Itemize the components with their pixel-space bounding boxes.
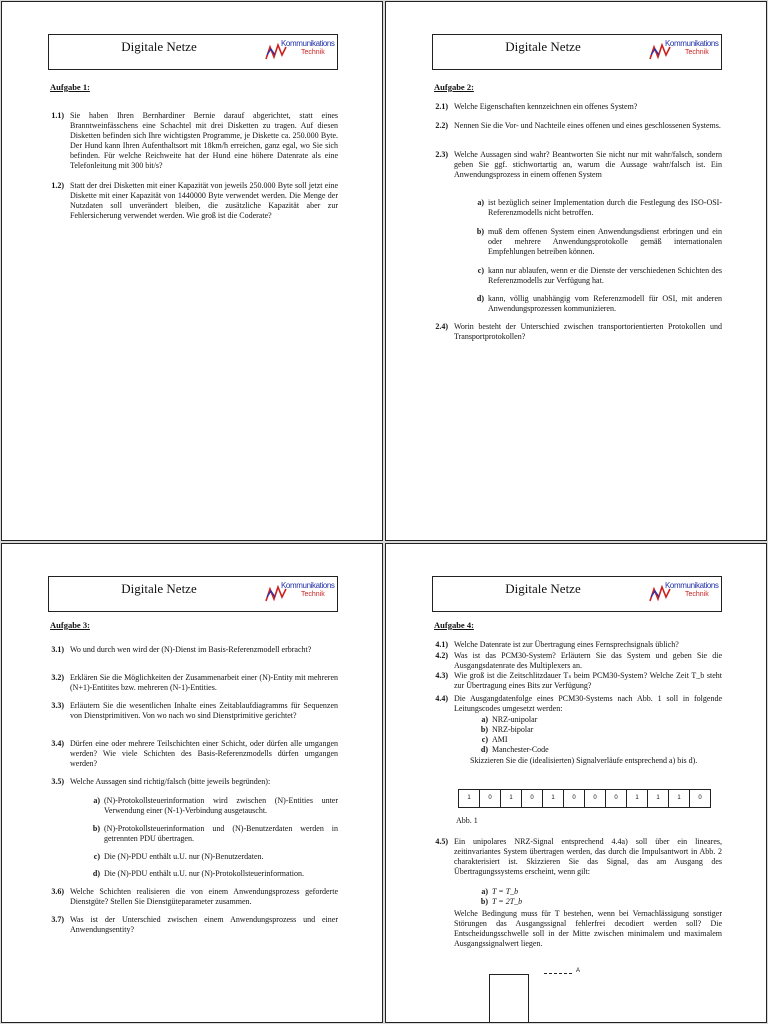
page-1: [1, 1, 383, 541]
code-d: [476, 745, 676, 755]
question-4-5: [422, 837, 722, 877]
question-number: 1.1): [51, 111, 64, 120]
statement-d: [472, 294, 722, 314]
statement-label: d): [92, 869, 100, 878]
task-heading: Aufgabe 4:: [434, 620, 474, 630]
question-3-2: [38, 673, 338, 693]
question-number: 4.4): [435, 694, 448, 703]
logo-line-2: Technik: [301, 591, 325, 598]
question-text: Was ist der Unterschied zwischen einem Anwendungsprozess und einer Anwendungsentity?: [70, 915, 338, 934]
amplitude-marker-line: [544, 973, 572, 974]
logo: [265, 37, 337, 67]
bit-cell: 1: [459, 790, 480, 807]
code-text: NRZ-bipolar: [492, 725, 534, 734]
page-header: [48, 576, 338, 612]
case-label: a): [481, 887, 488, 896]
code-text: AMI: [492, 735, 508, 744]
statement-text: Die (N)-PDU enthält u.U. nur (N)-Protokollsteuerinformation.: [104, 869, 304, 878]
impulse-response-shape: [489, 974, 529, 1023]
logo: [265, 579, 337, 609]
statement-label: d): [476, 294, 484, 303]
question-1-2: [38, 181, 338, 221]
statement-a: [88, 796, 338, 816]
case-b: [476, 897, 676, 907]
bit-cell: 0: [522, 790, 543, 807]
question-text: Statt der drei Disketten mit einer Kapazität von jeweils 250.000 Byte soll jetzt eine Diskette mit einer Kapazität von 1440000 Byte verwendet werden. Die Menge der Nutzdaten soll unverändert bleiben, die zusätzliche Kapazität aber zur Fehlersicherung verwendet werden. Wie groß ist die Coderate?: [70, 181, 338, 220]
question-text: Welche Datenrate ist zur Übertragung eines Fernsprechsignals üblich?: [454, 640, 679, 649]
question-3-3: [38, 701, 338, 721]
bit-cell: 1: [669, 790, 690, 807]
bit-cell: 1: [543, 790, 564, 807]
code-label: b): [480, 725, 488, 734]
case-text: T = 2T_b: [492, 897, 523, 906]
statement-text: (N)-Protokollsteuerinformation wird zwischen (N)-Entities unter Verwendung einer (N-1)-Verbindung ausgetauscht.: [104, 796, 338, 815]
question-number: 2.2): [435, 121, 448, 130]
task-heading: Aufgabe 1:: [50, 82, 90, 92]
bit-cell: 0: [585, 790, 606, 807]
question-2-2: [422, 121, 722, 131]
question-2-4: [422, 322, 722, 342]
logo: [649, 37, 721, 67]
question-3-1: [38, 645, 338, 655]
statement-label: b): [92, 824, 100, 833]
question-3-4: [38, 739, 338, 769]
case-label: b): [480, 897, 488, 906]
header-title: Digitale Netze: [505, 581, 581, 596]
bit-cell: 0: [480, 790, 501, 807]
code-a: [476, 715, 676, 725]
statement-b: [472, 227, 722, 257]
logo-line-1: Kommunikations: [665, 39, 719, 48]
question-number: 2.3): [435, 150, 448, 159]
bit-cell: 1: [627, 790, 648, 807]
question-text: Welche Aussagen sind wahr? Beantworten Sie nicht nur mit wahr/falsch, sondern geben Sie ggf. stichwortartig an, warum die Aussage wahr/falsch ist. Ein Anwendungsprozess in einem offenen System: [454, 150, 722, 179]
bit-cell: 0: [606, 790, 627, 807]
question-number: 4.1): [435, 640, 448, 649]
statement-text: (N)-Protokollsteuerinformation und (N)-Benutzerdaten werden in getrennten PDU übertragen.: [104, 824, 338, 843]
question-4-3: [422, 671, 722, 691]
statement-text: kann nur ablaufen, wenn er die Dienste der verschiedenen Schichten des Referenzmodells zur Verfügung hat.: [488, 266, 722, 285]
code-label: d): [480, 745, 488, 754]
question-number: 3.4): [51, 739, 64, 748]
figure-1-caption: Abb. 1: [456, 816, 478, 825]
question-3-6: [38, 887, 338, 907]
logo: [649, 579, 721, 609]
code-c: [476, 735, 676, 745]
question-2-3: [422, 150, 722, 180]
question-number: 4.2): [435, 651, 448, 660]
question-text: Welche Eigenschaften kennzeichnen ein offenes System?: [454, 102, 638, 111]
statement-label: a): [477, 198, 484, 207]
question-text: Die Ausgangdatenfolge eines PCM30-Systems nach Abb. 1 soll in folgende Leitungscodes umgesetzt werden:: [454, 694, 722, 713]
header-title: Digitale Netze: [121, 39, 197, 54]
bit-cell: 1: [501, 790, 522, 807]
statement-c: [88, 852, 338, 862]
page-3: [1, 543, 383, 1023]
sketch-instruction: Skizzieren Sie die (idealisierten) Signalverläufe entsprechend a) bis d).: [470, 756, 698, 765]
question-number: 3.6): [51, 887, 64, 896]
question-4-2: [422, 651, 722, 671]
question-number: 3.7): [51, 915, 64, 924]
logo-line-1: Kommunikations: [665, 581, 719, 590]
case-text: T = T_b: [492, 887, 519, 896]
statement-text: Die (N)-PDU enthält u.U. nur (N)-Benutzerdaten.: [104, 852, 264, 861]
question-text: Welche Schichten realisieren die von einem Anwendungsprozess geforderte Dienstgüte? Stellen Sie Dienstgüteparameter zusammen.: [70, 887, 338, 906]
logo-line-2: Technik: [301, 49, 325, 56]
statement-label: a): [93, 796, 100, 805]
logo-line-1: Kommunikations: [281, 39, 335, 48]
statement-text: kann, völlig unabhängig vom Referenzmodell für OSI, mit anderen Anwendungsprozessen kommunizieren.: [488, 294, 722, 313]
code-label: c): [481, 735, 488, 744]
question-text: Welche Aussagen sind richtig/falsch (bitte jeweils begründen):: [70, 777, 271, 786]
question-text: Was ist das PCM30-System? Erläutern Sie das System und geben Sie die Ausgangsdatenrate des Multiplexers an.: [454, 651, 722, 670]
question-number: 2.4): [435, 322, 448, 331]
code-b: [476, 725, 676, 735]
question-text: Erläutern Sie die wesentlichen Inhalte eines Zeitablaufdiagramms für Sequenzen von Dienstprimitiven. Von wo nach wo sind Dienstprimitive gerichtet?: [70, 701, 338, 720]
statement-text: muß dem offenen System einen Anwendungsdienst erbringen und ein oder mehrere Anwendungsprotokolle gemäß internationalen Empfehlungen betreiben können.: [488, 227, 722, 256]
question-number: 3.3): [51, 701, 64, 710]
logo-line-1: Kommunikations: [281, 581, 335, 590]
question-number: 4.3): [435, 671, 448, 680]
condition-text: Welche Bedingung muss für T bestehen, wenn bei Vernachlässigung sonstiger Störungen das Ausgangssignal fehlerfrei decodiert werden soll? Die Entscheidungsschwelle soll in der Mitte zwischen minimalem und maximalem Ausgangssignalwert liegen.: [454, 909, 722, 948]
bit-cell: 0: [564, 790, 585, 807]
page-header: [432, 576, 722, 612]
header-title: Digitale Netze: [505, 39, 581, 54]
task-heading: Aufgabe 2:: [434, 82, 474, 92]
question-number: 4.5): [435, 837, 448, 846]
page-header: [48, 34, 338, 70]
statement-label: c): [93, 852, 100, 861]
question-text: Erklären Sie die Möglichkeiten der Zusammenarbeit einer (N)-Entity mit mehreren (N+1)-Entitites bzw. mehreren (N-1)-Entities.: [70, 673, 338, 692]
question-3-7: [38, 915, 338, 935]
statement-label: b): [476, 227, 484, 236]
question-text: Wo und durch wen wird der (N)-Dienst im Basis-Referenzmodell erbracht?: [70, 645, 312, 654]
question-text: Sie haben Ihren Bernhardiner Bernie darauf abgerichtet, statt eines Branntweinfässchens eine Schachtel mit drei Disketten zu tragen. Auf diesen Disketten befinden sich Ihre wichtigsten Programme, je Diskette ca. 250.000 Byte. Der Hund kann Ihren Aufenthaltsort mit 18km/h erreichen, ganz egal, wo Sie sich befinden. Für welche Reichweite hat der Hund eine höhere Datenrate als eine Telefonleitung mit 300 bit/s?: [70, 111, 338, 170]
bit-cell: 1: [648, 790, 669, 807]
header-title: Digitale Netze: [121, 581, 197, 596]
logo-line-2: Technik: [685, 49, 709, 56]
question-number: 2.1): [435, 102, 448, 111]
code-text: NRZ-unipolar: [492, 715, 538, 724]
question-number: 1.2): [51, 181, 64, 190]
page-4: [385, 543, 767, 1023]
case-a: [476, 887, 676, 897]
bit-cell: 0: [698, 795, 702, 801]
statement-c: [472, 266, 722, 286]
statement-a: [472, 198, 722, 218]
question-text: Ein unipolares NRZ-Signal entsprechend 4.4a) soll über ein lineares, zeitinvariantes System übertragen werden, das durch die Impulsantwort in Abb. 2 charakterisiert ist. Skizzieren Sie das Signal, das am Ausgang des Übertragungssystems erscheint, wenn gilt:: [454, 837, 722, 876]
page-header: [432, 34, 722, 70]
amplitude-label: A: [576, 968, 581, 974]
question-number: 3.2): [51, 673, 64, 682]
question-text: Nennen Sie die Vor- und Nachteile eines offenen und eines geschlossenen Systems.: [454, 121, 721, 130]
page-2: [385, 1, 767, 541]
bit-sequence: [458, 789, 711, 808]
code-label: a): [481, 715, 488, 724]
code-text: Manchester-Code: [492, 745, 549, 754]
statement-label: c): [477, 266, 484, 275]
question-4-4: [422, 694, 722, 714]
statement-text: ist bezüglich seiner Implementation durch die Festlegung des ISO-OSI-Referenzmodells nicht betroffen.: [488, 198, 722, 217]
question-number: 3.5): [51, 777, 64, 786]
statement-b: [88, 824, 338, 844]
question-text: Wie groß ist die Zeitschlitzdauer Tₛ beim PCM30-System? Welche Zeit T_b steht zur Übertragung eines Bits zur Verfügung?: [454, 671, 722, 690]
logo-line-2: Technik: [685, 591, 709, 598]
question-text: Worin besteht der Unterschied zwischen transportorientierten Protokollen und Transportprotokollen?: [454, 322, 722, 341]
question-3-5: [38, 777, 338, 787]
question-1-1: [38, 111, 338, 171]
question-number: 3.1): [51, 645, 64, 654]
question-text: Dürfen eine oder mehrere Teilschichten einer Schicht, oder dürfen alle umgangen werden? Wie viele Schichten des Basis-Referenzmodells dürfen umgangen werden?: [70, 739, 338, 768]
statement-d: [88, 869, 338, 879]
question-4-1: [422, 640, 722, 650]
task-heading: Aufgabe 3:: [50, 620, 90, 630]
question-2-1: [422, 102, 722, 112]
